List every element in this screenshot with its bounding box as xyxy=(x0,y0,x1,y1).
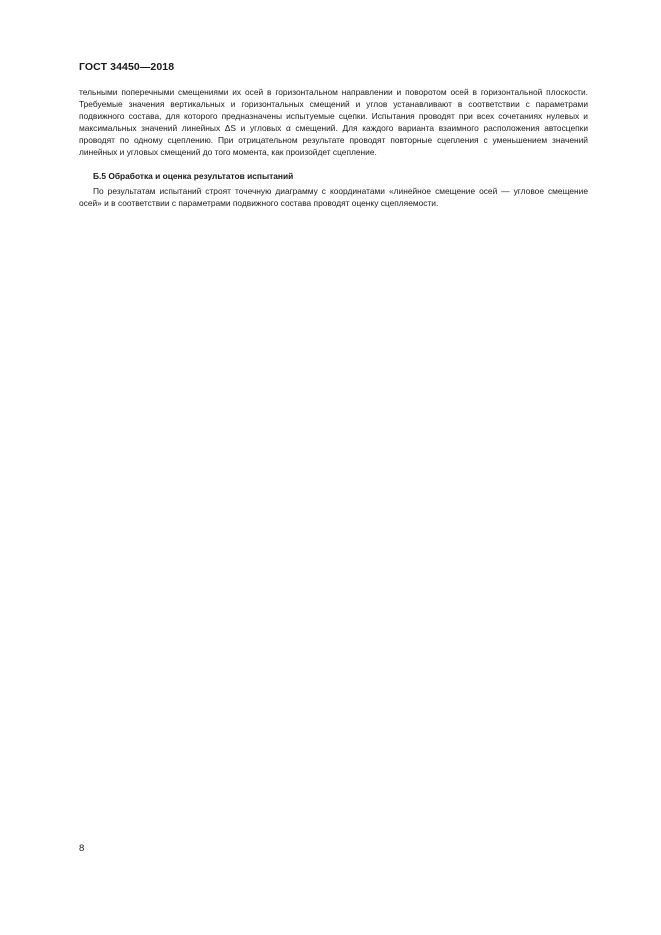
page-number: 8 xyxy=(79,843,85,854)
section-b5-paragraph: По результатам испытаний строят точечную диаграмму с координатами «линейное смещение осей — угловое смещение осей» и в соответствии с параметрами подвижного состава проводят оценку сцепляемости. xyxy=(79,185,588,208)
continued-paragraph: тельными поперечными смещениями их осей в горизонтальном направлении и поворотом осей в горизонтальной плоскости. Требуемые значения вертикальных и горизонтальных смещений и углов устанавливают в соответствии с параметрами подвижного состава, для которого предназначены испытуемые сцепки. Испытания проводят при всех сочетаниях нулевых и максимальных значений линейных ΔS и угловых α смещений. Для каждого варианта взаимного расположения автосцепки проводят по одному сцеплению. При отрицательном результате проводят повторные сцепления с уменьшением значений линейных и угловых смещений до того момента, как произойдет сцепление. xyxy=(79,87,588,158)
page-content xyxy=(79,86,588,209)
document-code-header: ГОСТ 34450—2018 xyxy=(79,61,175,73)
section-b5-heading: Б.5 Обработка и оценка результатов испытаний xyxy=(93,170,294,181)
